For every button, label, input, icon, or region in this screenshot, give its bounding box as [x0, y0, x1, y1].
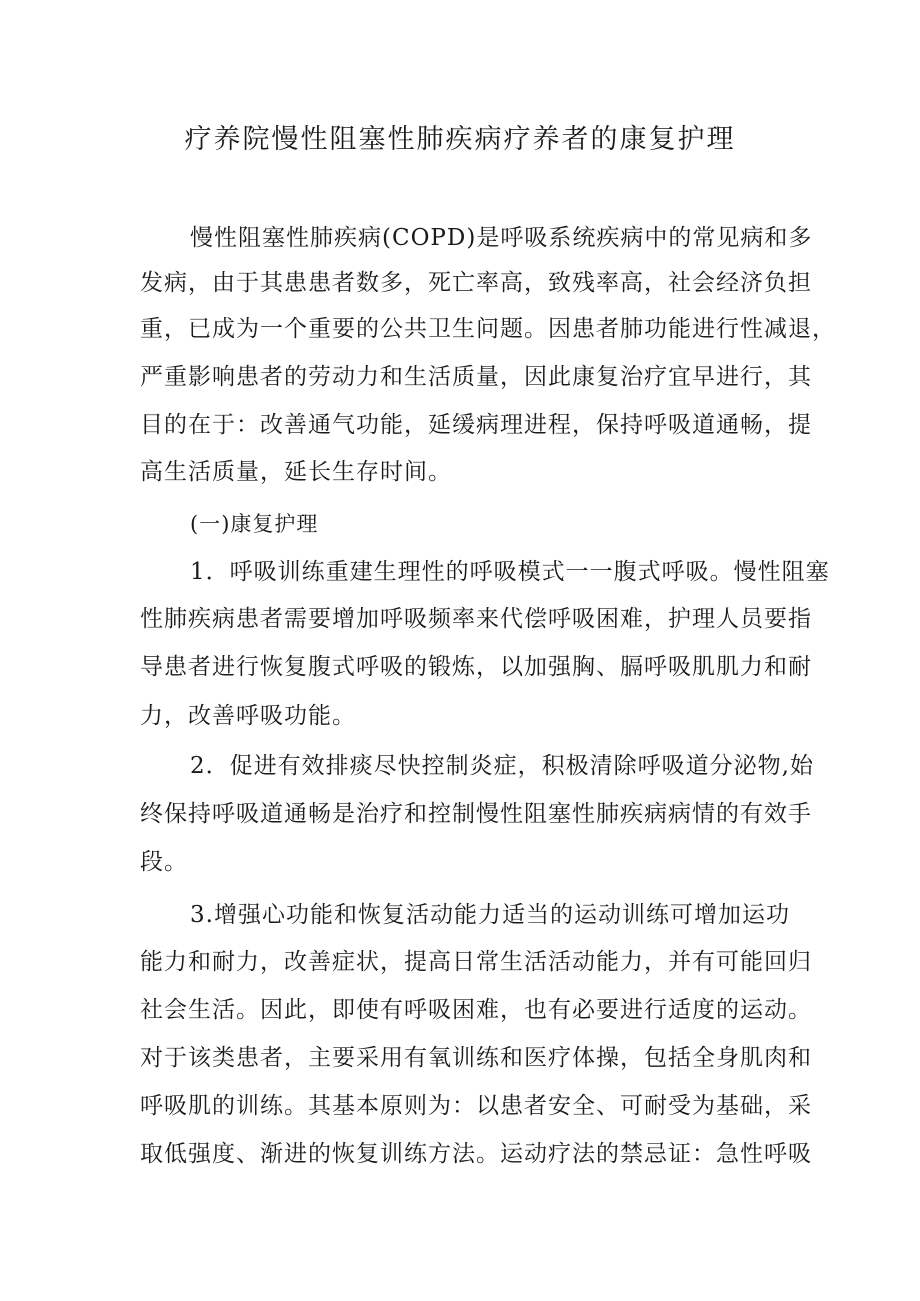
item2-line-1: 2．促进有效排痰尽快控制炎症，积极清除呼吸道分泌物,始 — [190, 753, 814, 779]
item2-line-3: 段。 — [140, 849, 188, 875]
intro-line-5: 目的在于：改善通气功能，延缓病理进程，保持呼吸道通畅，提 — [140, 412, 812, 438]
item1-line-1: 1．呼吸训练重建生理性的呼吸模式一一腹式呼吸。慢性阻塞 — [190, 559, 830, 585]
item3-line-1: 3.增强心功能和恢复活动能力适当的运动训练可增加运功 — [190, 902, 790, 928]
intro-line-6: 高生活质量，延长生存时间。 — [140, 459, 452, 485]
intro-line-3: 重，已成为一个重要的公共卫生问题。因患者肺功能进行性减退， — [140, 316, 836, 342]
item3-line-3: 社会生活。因此，即使有呼吸困难，也有必要进行适度的运动。 — [140, 997, 812, 1023]
intro-line-1: 慢性阻塞性肺疾病(COPD)是呼吸系统疾病中的常见病和多 — [190, 225, 813, 251]
item1-line-3: 导患者进行恢复腹式呼吸的锻炼，以加强胸、膈呼吸肌肌力和耐 — [140, 654, 812, 680]
item2-line-2: 终保持呼吸道通畅是治疗和控制慢性阻塞性肺疾病病情的有效手 — [140, 801, 812, 827]
item3-line-6: 取低强度、渐进的恢复训练方法。运动疗法的禁忌证：急性呼吸 — [140, 1141, 812, 1167]
item3-line-5: 呼吸肌的训练。其基本原则为：以患者安全、可耐受为基础，采 — [140, 1093, 812, 1119]
intro-line-2: 发病，由于其患患者数多，死亡率高，致残率高，社会经济负担 — [140, 270, 812, 296]
item3-line-2: 能力和耐力，改善症状，提高日常生活活动能力，并有可能回归 — [140, 949, 812, 975]
item1-line-2: 性肺疾病患者需要增加呼吸频率来代偿呼吸困难，护理人员要指 — [140, 606, 812, 632]
intro-line-4: 严重影响患者的劳动力和生活质量，因此康复治疗宜早进行，其 — [140, 364, 812, 390]
item1-line-4: 力，改善呼吸功能。 — [140, 703, 356, 729]
item3-line-4: 对于该类患者，主要采用有氧训练和医疗体操，包括全身肌肉和 — [140, 1045, 812, 1071]
document-title: 疗养院慢性阻塞性肺疾病疗养者的康复护理 — [184, 124, 736, 155]
section-heading: (一)康复护理 — [190, 512, 319, 536]
